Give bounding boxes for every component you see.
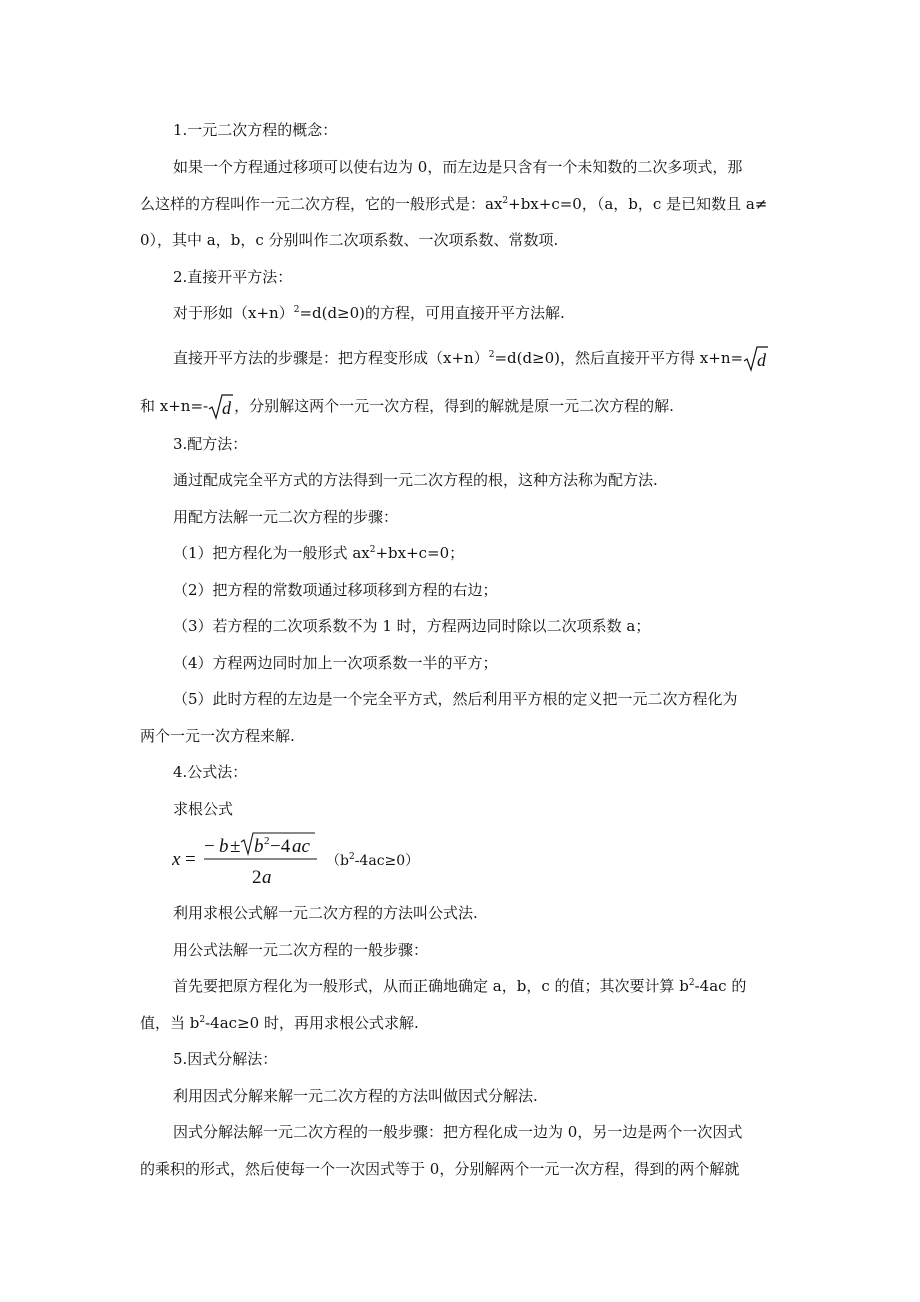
formula-radicand-minus-4: −4	[270, 836, 291, 857]
formula-denominator-2: 2	[252, 867, 262, 888]
section-1-paragraph-line: 么这样的方程叫作一元二次方程，它的一般形式是：$ax^2+bx+c=0$，（a，b，c 是已知数且 a≠	[140, 195, 768, 213]
section-3-step: （4）方程两边同时加上一次项系数一半的平方；	[173, 654, 498, 672]
formula-b: b	[219, 836, 229, 857]
section-4-paragraph-line: 值，当 $b^2-4ac\ge 0$ 时，再用求根公式求解.	[140, 1014, 419, 1032]
section-2-paragraph-line: 对于形如$(x+n)^2=d(d\ge 0)$的方程，可用直接开平方法解.	[173, 304, 565, 322]
section-5-paragraph-line: 利用因式分解来解一元二次方程的方法叫做因式分解法.	[173, 1087, 538, 1105]
formula-condition: $(b^2-4ac\ge 0)$	[326, 852, 420, 869]
sqrt-d-symbol	[208, 393, 234, 421]
superscript-2: 2	[502, 196, 509, 206]
section-2-paragraph-line: 直接开平方法的步骤是：把方程变形成$(x+n)^2=d(d\ge 0)$，然后直接开平方得 x+n= d	[173, 345, 769, 373]
section-5-paragraph-line: 因式分解法解一元二次方程的一般步骤：把方程化成一边为 0，另一边是两个一次因式	[173, 1123, 743, 1141]
section-4-paragraph-line: 利用求根公式解一元二次方程的方法叫公式法.	[173, 904, 478, 922]
section-3-step: （1）把方程化为一般形式 $ax^2+bx+c=0$；	[173, 544, 465, 562]
formula-title: 求根公式	[173, 800, 234, 818]
quadratic-formula-svg	[172, 826, 572, 890]
formula-radicand-exp: 2	[264, 835, 270, 847]
section-3-step-continued: 两个一元一次方程来解.	[140, 727, 295, 745]
formula-equals: =	[185, 849, 196, 870]
section-5-paragraph-line: 的乘积的形式，然后使每一个一次因式等于 0，分别解两个一元一次方程，得到的两个解就	[140, 1160, 740, 1178]
svg-text:d: d	[757, 350, 767, 370]
section-1-title: 1.一元二次方程的概念：	[173, 121, 338, 139]
section-3-step: （2）把方程的常数项通过移项移到方程的右边；	[173, 581, 498, 599]
formula-minus: −	[204, 836, 215, 857]
sqrt-d-symbol	[743, 345, 769, 373]
formula-x: x	[172, 849, 181, 870]
section-4-title: 4.公式法：	[173, 763, 248, 781]
section-4-paragraph-line: 用公式法解一元二次方程的一般步骤：	[173, 941, 429, 959]
section-1-paragraph-line: 如果一个方程通过移项可以使右边为 0，而左边是只含有一个未知数的二次多项式，那	[173, 158, 743, 176]
section-3-step: （3）若方程的二次项系数不为 1 时，方程两边同时除以二次项系数 a；	[173, 617, 651, 635]
quadratic-formula	[172, 826, 572, 890]
section-5-title: 5.因式分解法：	[173, 1050, 278, 1068]
section-2-title: 2.直接开平方法：	[173, 268, 293, 286]
section-3-paragraph-line: 通过配成完全平方式的方法得到一元二次方程的根，这种方法称为配方法.	[173, 471, 658, 489]
section-4-paragraph-line: 首先要把原方程化为一般形式，从而正确地确定 a，b，c 的值；其次要计算 $b^2-4ac$ 的	[173, 977, 747, 995]
formula-plus-minus: ±	[230, 836, 241, 857]
section-2-paragraph-line: 和 x+n=- d ，分别解这两个一元一次方程，得到的解就是原一元二次方程的解.	[140, 393, 674, 421]
svg-text:d: d	[222, 398, 232, 418]
section-3-step: （5）此时方程的左边是一个完全平方式，然后利用平方根的定义把一元二次方程化为	[173, 690, 738, 708]
section-3-title: 3.配方法：	[173, 435, 248, 453]
section-1-paragraph-line: 0），其中 a，b，c 分别叫作二次项系数、一次项系数、常数项.	[140, 231, 559, 249]
formula-radicand-ac: ac	[292, 836, 310, 857]
formula-denominator-a: a	[262, 867, 272, 888]
section-3-paragraph-line: 用配方法解一元二次方程的步骤：	[173, 508, 399, 526]
formula-radicand-b: b	[254, 836, 264, 857]
